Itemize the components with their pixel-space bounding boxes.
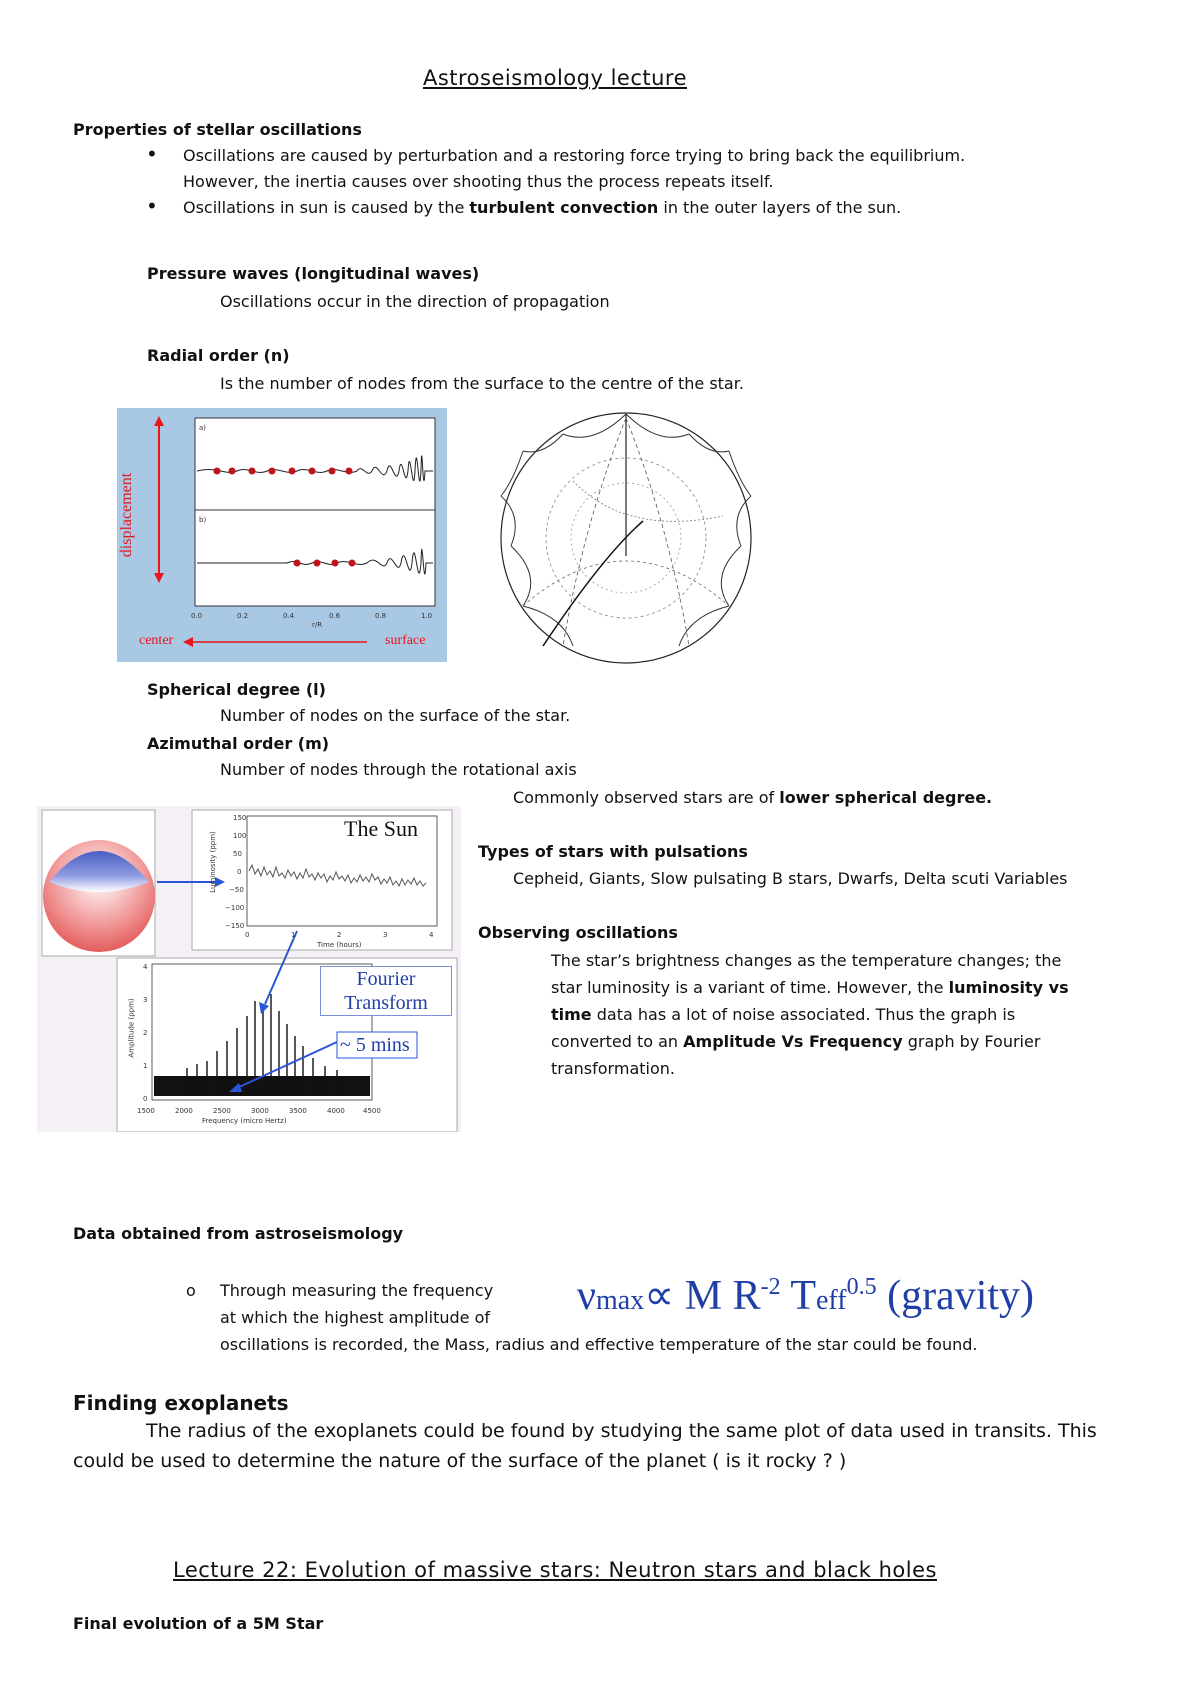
text-segment: Oscillations in sun is caused by the <box>183 198 470 217</box>
formula-part: (gravity) <box>876 1273 1035 1319</box>
x-tick: 0.6 <box>329 612 341 620</box>
center-label: center <box>139 633 174 648</box>
x-axis-label: Time (hours) <box>317 941 362 949</box>
bold-segment: lower spherical degree. <box>779 788 993 807</box>
fourier-transform-label <box>320 966 452 1016</box>
text-segment: graph by Fourier <box>902 1032 1041 1051</box>
y-tick: 150 <box>233 814 247 822</box>
x-axis-label: r/R <box>312 621 323 629</box>
commonly-observed-text <box>513 788 992 808</box>
section-heading-pressure: Pressure waves (longitudinal waves) <box>147 264 480 283</box>
section-heading-observing: Observing oscillations <box>478 923 678 942</box>
luminosity-axis-label: Luminosity (ppm) <box>208 831 217 893</box>
panel-label: b) <box>199 516 207 524</box>
text-segment: converted to an <box>551 1032 684 1051</box>
page-title: Astroseismology lecture <box>422 66 688 90</box>
observing-line3 <box>551 1005 1015 1025</box>
y-tick: 50 <box>233 850 242 858</box>
x-tick: 3 <box>383 931 388 939</box>
y-tick: 0 <box>143 1095 148 1103</box>
x-tick: 0.8 <box>375 612 387 620</box>
radial-text: Is the number of nodes from the surface to the centre of the star. <box>220 374 744 393</box>
x-tick: 4500 <box>363 1107 381 1115</box>
section-heading-exoplanets: Finding exoplanets <box>73 1391 289 1415</box>
properties-bullet1-line2: However, the inertia causes over shooting thus the process repeats itself. <box>183 172 774 191</box>
observing-line4 <box>551 1032 1040 1052</box>
circle-bullet-icon: o <box>186 1281 196 1300</box>
azimuthal-text: Number of nodes through the rotational axis <box>220 760 577 779</box>
text-segment: Commonly observed stars are of <box>513 788 780 807</box>
section-heading-types: Types of stars with pulsations <box>478 842 748 861</box>
x-tick: 4000 <box>327 1107 345 1115</box>
radial-order-figure <box>117 408 447 662</box>
x-tick: 0.2 <box>237 612 249 620</box>
bullet-icon: • <box>146 194 158 218</box>
y-tick: 100 <box>233 832 247 840</box>
fourier-label-line: Fourier <box>356 968 416 990</box>
observing-line5: transformation. <box>551 1059 675 1078</box>
radial-order-plot <box>117 408 447 662</box>
section-heading-radial: Radial order (n) <box>147 346 290 365</box>
formula-part: max <box>596 1285 645 1316</box>
spherical-text: Number of nodes on the surface of the star. <box>220 706 571 725</box>
observing-line1: The star’s brightness changes as the temperature changes; the <box>551 951 1062 970</box>
y-tick: 1 <box>143 1062 148 1070</box>
five-mins-label: ~ 5 mins <box>340 1034 410 1056</box>
text-segment: in the outer layers of the sun. <box>658 198 902 217</box>
x-tick: 1 <box>291 931 296 939</box>
section-heading-properties: Properties of stellar oscillations <box>73 120 362 139</box>
y-tick: 2 <box>143 1029 148 1037</box>
formula-part: eff <box>816 1285 847 1316</box>
y-tick: 0 <box>237 868 242 876</box>
formula-part: 0.5 <box>846 1274 877 1300</box>
formula-part: -2 <box>760 1274 781 1300</box>
x-axis-label: Frequency (micro Hertz) <box>202 1117 287 1125</box>
y-tick: −50 <box>229 886 244 894</box>
observing-line2 <box>551 978 1069 998</box>
bold-segment: time <box>551 1005 592 1024</box>
section-heading-final-evolution <box>73 1614 323 1634</box>
formula-part: ∝ M R <box>644 1273 761 1319</box>
fourier-label-line: Transform <box>344 992 428 1014</box>
bold-segment: Amplitude Vs Frequency <box>683 1032 903 1051</box>
fourier-figure <box>37 806 461 1132</box>
section-heading-spherical: Spherical degree (l) <box>147 680 326 699</box>
x-tick: 3000 <box>251 1107 269 1115</box>
surface-label: surface <box>385 633 426 648</box>
panel-label: a) <box>199 424 207 432</box>
lecture-22-title: Lecture 22: Evolution of massive stars: Neutron stars and black holes <box>173 1558 937 1582</box>
x-tick: 0 <box>245 931 250 939</box>
the-sun-label: The Sun <box>344 816 418 841</box>
x-tick: 0.4 <box>283 612 295 620</box>
text-segment: Star <box>279 1614 324 1633</box>
exoplanets-line1: The radius of the exoplanets could be found by studying the same plot of data used in transits. This <box>146 1420 1097 1442</box>
data-line1: Through measuring the frequency <box>220 1281 494 1300</box>
section-heading-data: Data obtained from astroseismology <box>73 1224 404 1243</box>
x-tick: 2000 <box>175 1107 193 1115</box>
x-tick: 2 <box>337 931 342 939</box>
x-tick: 1.0 <box>421 612 433 620</box>
y-tick: −150 <box>225 922 245 930</box>
text-segment: Final evolution of a 5M <box>73 1614 280 1633</box>
section-heading-azimuthal: Azimuthal order (m) <box>147 734 330 753</box>
x-tick: 0.0 <box>191 612 203 620</box>
ray-path-diagram <box>483 406 770 668</box>
bullet-icon: • <box>146 142 158 166</box>
types-text: Cepheid, Giants, Slow pulsating B stars, Dwarfs, Delta scuti Variables <box>513 869 1068 888</box>
text-segment: data has a lot of noise associated. Thus the graph is <box>591 1005 1016 1024</box>
y-tick: 4 <box>143 963 148 971</box>
data-line2: at which the highest amplitude of <box>220 1308 490 1327</box>
bold-segment: turbulent convection <box>469 198 659 217</box>
formula-part: ν <box>577 1273 596 1319</box>
amplitude-axis-label: Amplitude (ppm) <box>127 998 136 1058</box>
formula-part: T <box>780 1273 816 1319</box>
properties-bullet1-line1: Oscillations are caused by perturbation and a restoring force trying to bring back the equilibrium. <box>183 146 966 165</box>
data-line3: oscillations is recorded, the Mass, radius and effective temperature of the star could be found. <box>220 1335 978 1354</box>
x-tick: 2500 <box>213 1107 231 1115</box>
exoplanets-line2: could be used to determine the nature of the surface of the planet ( is it rocky ? ) <box>73 1450 847 1472</box>
x-tick: 3500 <box>289 1107 307 1115</box>
bold-segment: luminosity vs <box>948 978 1069 997</box>
x-tick: 1500 <box>137 1107 155 1115</box>
properties-bullet2 <box>183 198 901 218</box>
ray-path-svg <box>483 406 770 668</box>
displacement-label: displacement <box>118 472 135 558</box>
y-tick: −100 <box>225 904 245 912</box>
text-segment: star luminosity is a variant of time. However, the <box>551 978 949 997</box>
pressure-text: Oscillations occur in the direction of propagation <box>220 292 610 311</box>
y-tick: 3 <box>143 996 148 1004</box>
x-tick: 4 <box>429 931 434 939</box>
numax-formula <box>577 1270 1034 1320</box>
